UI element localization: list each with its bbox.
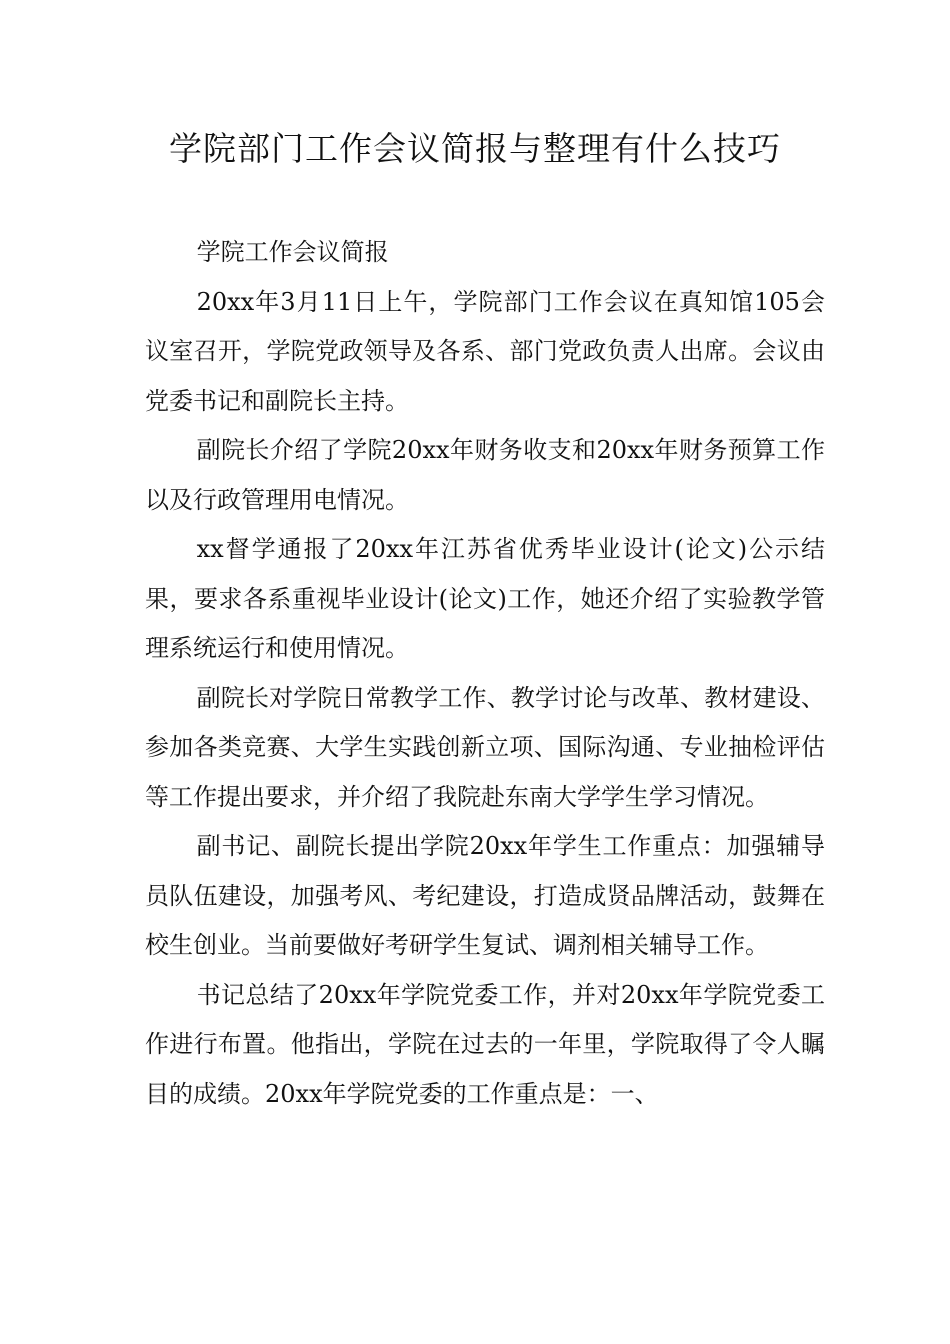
document-body — [145, 228, 825, 1119]
paragraph: 副院长介绍了学院20xx年财务收支和20xx年财务预算工作以及行政管理用电情况。 — [145, 436, 825, 514]
paragraph: xx督学通报了20xx年江苏省优秀毕业设计(论文)公示结果，要求各系重视毕业设计(论文)工作，她还介绍了实验教学管理系统运行和使用情况。 — [145, 535, 825, 662]
paragraph: 书记总结了20xx年学院党委工作，并对20xx年学院党委工作进行布置。他指出，学院在过去的一年里，学院取得了令人瞩目的成绩。20xx年学院党委的工作重点是：一、 — [145, 980, 825, 1108]
paragraph: 副书记、副院长提出学院20xx年学生工作重点：加强辅导员队伍建设，加强考风、考纪建设，打造成贤品牌活动，鼓舞在校生创业。当前要做好考研学生复试、调剂相关辅导工作。 — [145, 832, 825, 959]
paragraph: 20xx年3月11日上午，学院部门工作会议在真知馆105会议室召开，学院党政领导及各系、部门党政负责人出席。会议由党委书记和副院长主持。 — [145, 287, 825, 415]
document-title: 学院部门工作会议简报与整理有什么技巧 — [169, 129, 781, 168]
section-heading: 学院工作会议简报 — [196, 238, 389, 266]
paragraph: 副院长对学院日常教学工作、教学讨论与改革、教材建设、参加各类竞赛、大学生实践创新立项、国际沟通、专业抽检评估等工作提出要求，并介绍了我院赴东南大学学生学习情况。 — [145, 683, 825, 811]
